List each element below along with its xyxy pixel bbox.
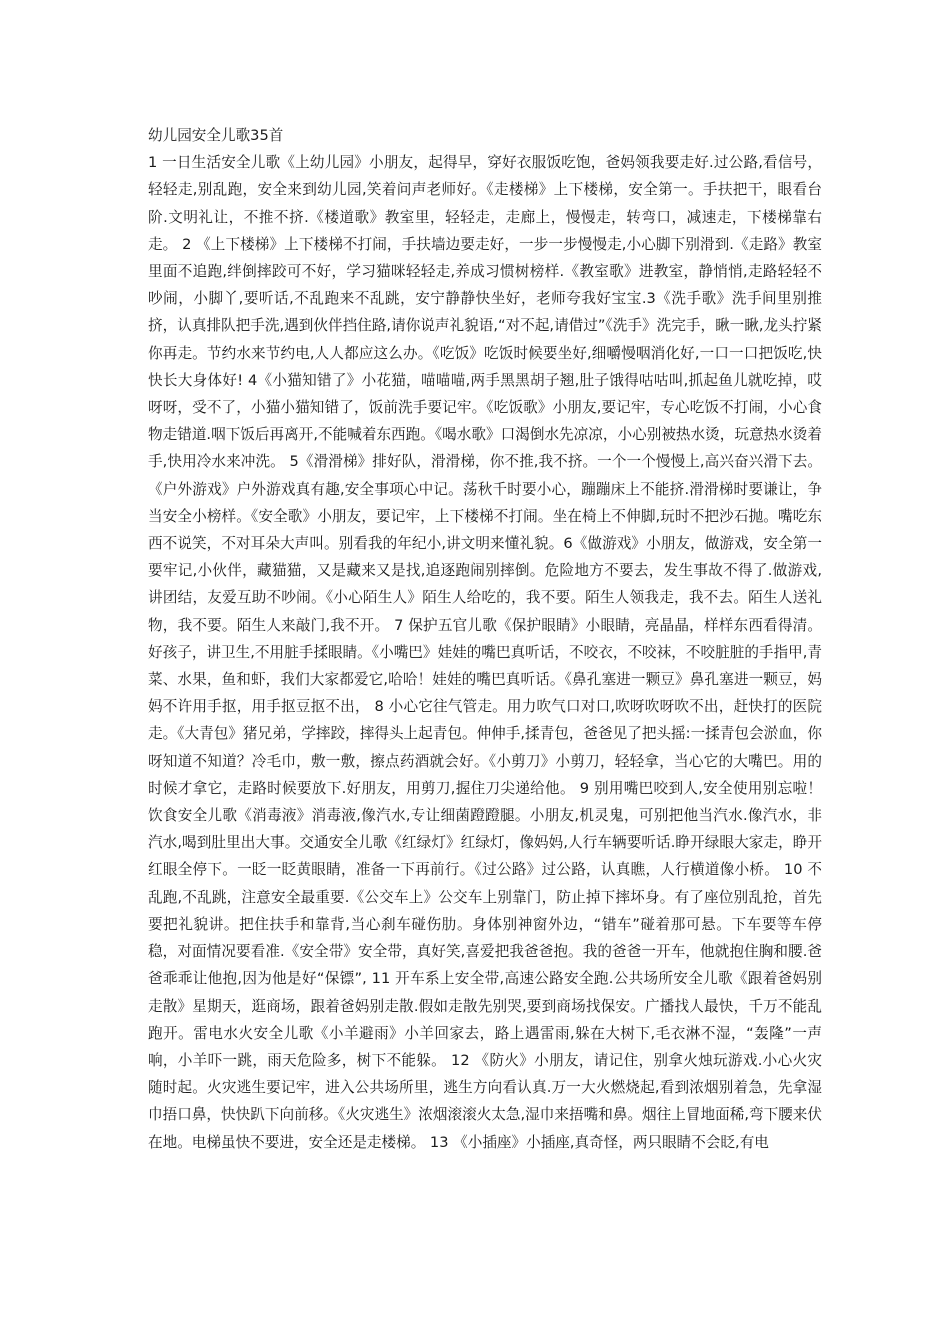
document-paragraph: 1 一日生活安全儿歌《上幼儿园》小朋友，起得早，穿好衣服饭吃饱，爸妈领我要走好.过公路,看信号，轻轻走,别乱跑，安全来到幼儿园,笑着问声老师好。《走楼梯》上下楼梯，安全第一。手扶把干，眼看台阶.文明礼让，不推不挤.《楼道歌》教室里，轻轻走，走廊上，慢慢走，转弯口，减速走，下楼梯靠右走。 2 《上下楼梯》上下楼梯不打闹，手扶墙边要走好，一步一步慢慢走,小心脚下别滑到.《走路》教室里面不追跑,绊倒摔跤可不好，学习猫咪轻轻走,养成习惯树榜样.《教室歌》进教室，静悄悄,走路轻轻不吵闹，小脚丫,要听话,不乱跑来不乱跳，安宁静静快坐好，老师夸我好宝宝.3《洗手歌》洗手间里别推挤，认真排队把手洗,遇到伙伴挡住路,请你说声礼貌语,“对不起,请借过”《洗手》洗完手，瞅一瞅,龙头拧紧你再走。节约水来节约电,人人都应这么办。《吃饭》吃饭时候要坐好,细嚼慢咽消化好,一口一口把饭吃,快快长大身体好! 4《小猫知错了》小花猫，喵喵喵,两手黑黑胡子翘,肚子饿得咕咕叫,抓起鱼儿就吃掉，哎呀呀，受不了，小猫小猫知错了，饭前洗手要记牢。《吃饭歌》小朋友,要记牢，专心吃饭不打闹，小心食物走错道.咽下饭后再离开,不能喊着东西跑。《喝水歌》口渴倒水先凉凉，小心别被热水烫，玩意热水烫着手,快用冷水来冲洗。 5《滑滑梯》排好队，滑滑梯，你不推,我不挤。一个一个慢慢上,高兴奋兴滑下去。《户外游戏》户外游戏真有趣,安全事项心中记。荡秋千时要小心，蹦蹦床上不能挤.滑滑梯时要谦让，争当安全小榜样。《安全歌》小朋友，要记牢，上下楼梯不打闹。坐在椅上不伸脚,玩时不把沙石抛。嘴吃东西不说笑，不对耳朵大声叫。别看我的年纪小,讲文明来懂礼貌。6《做游戏》小朋友，做游戏，安全第一要牢记,小伙伴，藏猫猫，又是藏来又是找,追逐跑闹别摔倒。危险地方不要去，发生事故不得了.做游戏,讲团结，友爱互助不吵闹。《小心陌生人》陌生人给吃的，我不要。陌生人领我走，我不去。陌生人送礼物，我不要。陌生人来敲门,我不开。 7 保护五官儿歌《保护眼睛》小眼睛，亮晶晶，样样东西看得清。好孩子，讲卫生,不用脏手揉眼睛。《小嘴巴》娃娃的嘴巴真听话，不咬衣，不咬袜，不咬脏脏的手指甲,青菜、水果，鱼和虾，我们大家都爱它,哈哈！娃娃的嘴巴真听话。《鼻孔塞进一颗豆》鼻孔塞进一颗豆，妈妈不许用手抠，用手抠豆抠不出， 8 小心它往气管走。用力吹气口对口,吹呀吹呀吹不出，赶快打的医院走。《大青包》猪兄弟，学摔跤，摔得头上起青包。伸伸手,揉青包，爸爸见了把头摇:一揉青包会淤血，你呀知道不知道？冷毛巾，敷一敷，擦点药酒就会好。《小剪刀》小剪刀，轻轻拿，当心它的大嘴巴。用的时候才拿它，走路时候要放下.好朋友，用剪刀,握住刀尖递给他。 9 别用嘴巴咬到人,安全使用别忘啦！饮食安全儿歌《消毒液》消毒液,像汽水,专让细菌蹬蹬腿。小朋友,机灵鬼，可别把他当汽水.像汽水，非汽水,喝到肚里出大事。交通安全儿歌《红绿灯》红绿灯，像妈妈,人行车辆要听话.睁开绿眼大家走，睁开红眼全停下。一眨一眨黄眼睛，准备一下再前行。《过公路》过公路，认真瞧，人行横道像小桥。 10 不乱跑,不乱跳，注意安全最重要.《公交车上》公交车上别靠门，防止掉下摔坏身。有了座位别乱抢，首先要把礼貌讲。把住扶手和靠背,当心刹车碰伤肋。身体别神窗外边，“错车”碰着那可悬。下车要等车停稳，对面情况要看准.《安全带》安全带，真好笑,喜爱把我爸爸抱。我的爸爸一开车，他就抱住胸和腰.爸爸乖乖让他抱,因为他是好“保镖”, 11 开车系上安全带,高速公路安全跑.公共场所安全儿歌《跟着爸妈别走散》星期天，逛商场，跟着爸妈别走散.假如走散先别哭,要到商场找保安。广播找人最快，千万不能乱跑开。雷电水火安全儿歌《小羊避雨》小羊回家去，路上遇雷雨,躲在大树下,毛衣淋不湿，“轰隆”一声响，小羊吓一跳，雨天危险多，树下不能躲。 12 《防火》小朋友，请记住，别拿火烛玩游戏.小心火灾随时起。火灾逃生要记牢，进入公共场所里，逃生方向看认真.万一大火燃烧起,看到浓烟别着急，先拿湿巾捂口鼻，快快趴下向前移。《火灾逃生》浓烟滚滚火太急,湿巾来捂嘴和鼻。烟往上冒地面稀,弯下腰来伏在地。电梯虽快不要进，安全还是走楼梯。 13 《小插座》小插座,真奇怪，两只眼睛不会眨,有电 [148, 154, 822, 1151]
document-title: 幼儿园安全儿歌35首 [148, 127, 284, 144]
document-body [148, 122, 822, 1156]
